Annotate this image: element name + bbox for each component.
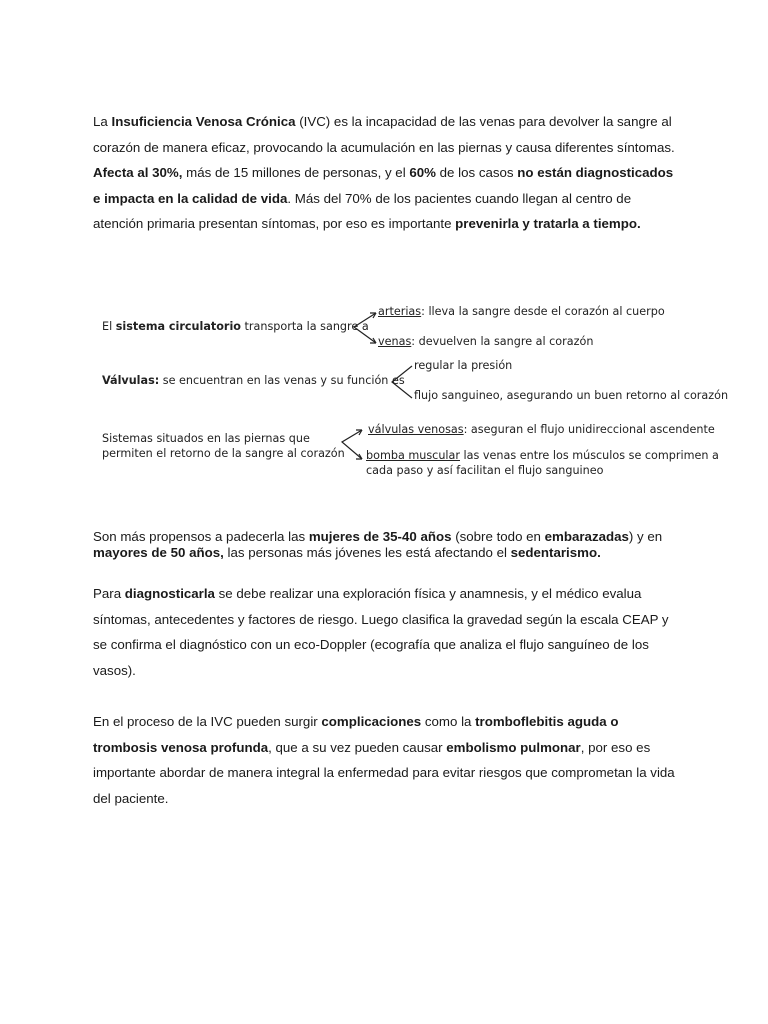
diagram-row2-label: Válvulas: se encuentran en las venas y su función es [102,374,405,387]
diagram-row1-arrow-icon [352,310,382,350]
risk-paragraph: Son más propensos a padecerla las mujeres de 35-40 años (sobre todo en embarazadas) y en mayores de 50 años, las personas más jóvenes les está afectando el sedentarismo. [93,529,663,560]
diagram-row3-branch2-line2: cada paso y así facilitan el flujo sanguineo [366,464,604,477]
diagnosis-paragraph: Para diagnosticarla se debe realizar una exploración física y anamnesis, y el médico evalua síntomas, antecedentes y factores de riesgo. Luego clasifica la gravedad según la escala CEAP y se confirma el diagnóstico con un eco-Doppler (ecografía que analiza el flujo sanguíneo de los vasos). [93,586,669,678]
diagram-row2-branch2: flujo sanguineo, asegurando un buen retorno al corazón [414,389,729,402]
complications-paragraph: En el proceso de la IVC pueden surgir complicaciones como la tromboflebitis aguda o trombosis venosa profunda, que a su vez pueden causar embolismo pulmonar, por eso es importante abordar de manera integral la enfermedad para evitar riesgos que comprometan la vida del paciente. [93,714,675,806]
diagram-row3-label-line2: permiten el retorno de la sangre al corazón [102,447,345,460]
diagram-row3-branch2: bomba muscular las venas entre los músculos se comprimen a [366,449,719,462]
diagram-row2-branch1: regular la presión [414,359,513,372]
diagram-row3-arrow-icon [340,427,370,467]
diagram-row3-label-line1: Sistemas situados en las piernas que [102,432,310,445]
intro-paragraph: La Insuficiencia Venosa Crónica (IVC) es la incapacidad de las venas para devolver la sangre al corazón de manera eficaz, provocando la acumulación en las piernas y causa diferentes síntomas. Afecta al 30%, más de 15 millones de personas, y el 60% de los casos no están diagnosticados e impacta en la calidad de vida. Más del 70% de los pacientes cuando llegan al centro de atención primaria presentan síntomas, por eso es importante prevenirla y tratarla a tiempo. [93,114,675,231]
diagram-row1-label: El sistema circulatorio transporta la sangre a [102,320,369,333]
diagram-row1-branch2: venas: devuelven la sangre al corazón [378,335,594,348]
diagram-row3-branch1: válvulas venosas: aseguran el flujo unidireccional ascendente [368,423,715,436]
diagram-row1-branch1: arterias: lleva la sangre desde el corazón al cuerpo [378,305,665,318]
diagram-row2-bracket-icon [388,364,418,404]
